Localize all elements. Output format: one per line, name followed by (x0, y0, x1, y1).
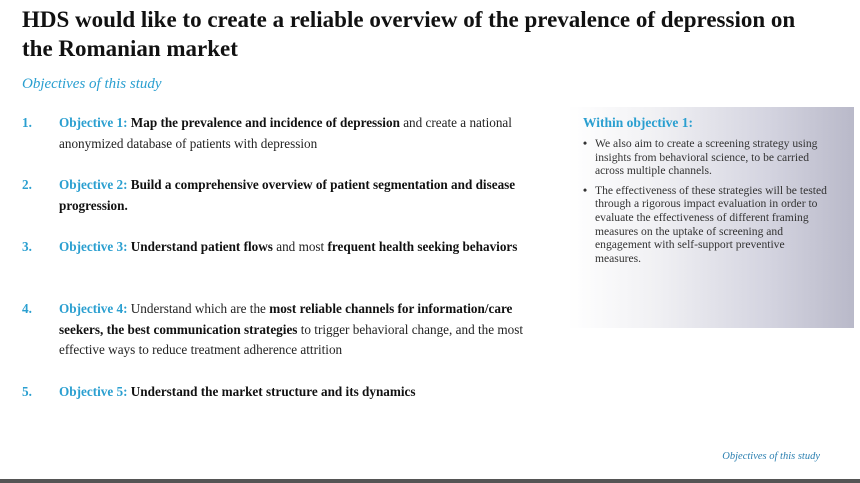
callout-bullet-text: We also aim to create a screening strategy using insights from behavioral science, to be carried across multiple channels. (595, 137, 818, 178)
objective-plain-text: and most (272, 239, 328, 254)
objective-emphasis-text: most reliable channels for information/care seekers, the best communication strategies (59, 301, 513, 337)
objective-text (59, 382, 554, 403)
objective-description (127, 239, 517, 254)
objective-emphasis-text: Build a comprehensive overview of patient segmentation and disease progression. (59, 177, 516, 213)
bottom-divider (0, 479, 860, 483)
objective-number: 3. (22, 239, 32, 254)
objective-number: 5. (22, 384, 32, 399)
objective-description (59, 301, 523, 357)
objective-text (59, 299, 554, 361)
section-subtitle: Objectives of this study (22, 76, 162, 92)
objective-description (59, 115, 512, 151)
objective-plain-text: to trigger behavioral change, and the most effective ways to reduce treatment adherence attrition (59, 321, 524, 357)
page-title: HDS would like to create a reliable overview of the prevalence of depression on the Romanian market (22, 7, 796, 61)
callout-bullet-item (583, 184, 831, 266)
objective-label: Objective 5: (59, 384, 128, 399)
objective-label: Objective 2: (59, 177, 128, 192)
callout-bullet-list (583, 137, 831, 271)
objective-label: Objective 4: (59, 301, 128, 316)
objective-emphasis-text: Understand the market structure and its dynamics (127, 384, 416, 399)
objective-label: Objective 1: (59, 115, 128, 130)
objective-text (59, 175, 554, 216)
footer-section-label: Objectives of this study (722, 451, 820, 462)
objective-number: 1. (22, 115, 32, 130)
bullet-icon: • (583, 137, 588, 150)
objective-text (59, 237, 554, 258)
callout-bullet-item (583, 137, 831, 178)
objective-emphasis-text: Understand patient flows (127, 239, 273, 254)
callout-bullet-text: The effectiveness of these strategies will be tested through a rigorous impact evaluation in order to evaluate the effectiveness of different framing measures on the uptake of screening and engagement with self-support preventive measures. (595, 183, 827, 265)
objective-1-callout-box (568, 107, 854, 328)
objective-description (127, 384, 415, 399)
objective-description (59, 177, 515, 213)
objective-plain-text: and create a national anonymized database of patients with depression (59, 115, 512, 151)
bullet-icon: • (583, 183, 588, 197)
objective-text (59, 113, 554, 154)
objective-emphasis-text: frequent health seeking behaviors (327, 239, 518, 254)
callout-heading: Within objective 1: (583, 115, 693, 130)
objective-label: Objective 3: (59, 239, 128, 254)
objective-number: 2. (22, 177, 32, 192)
objective-emphasis-text: Map the prevalence and incidence of depression (127, 115, 400, 130)
objective-plain-text: Understand which are the (127, 301, 270, 316)
objective-number: 4. (22, 301, 32, 316)
